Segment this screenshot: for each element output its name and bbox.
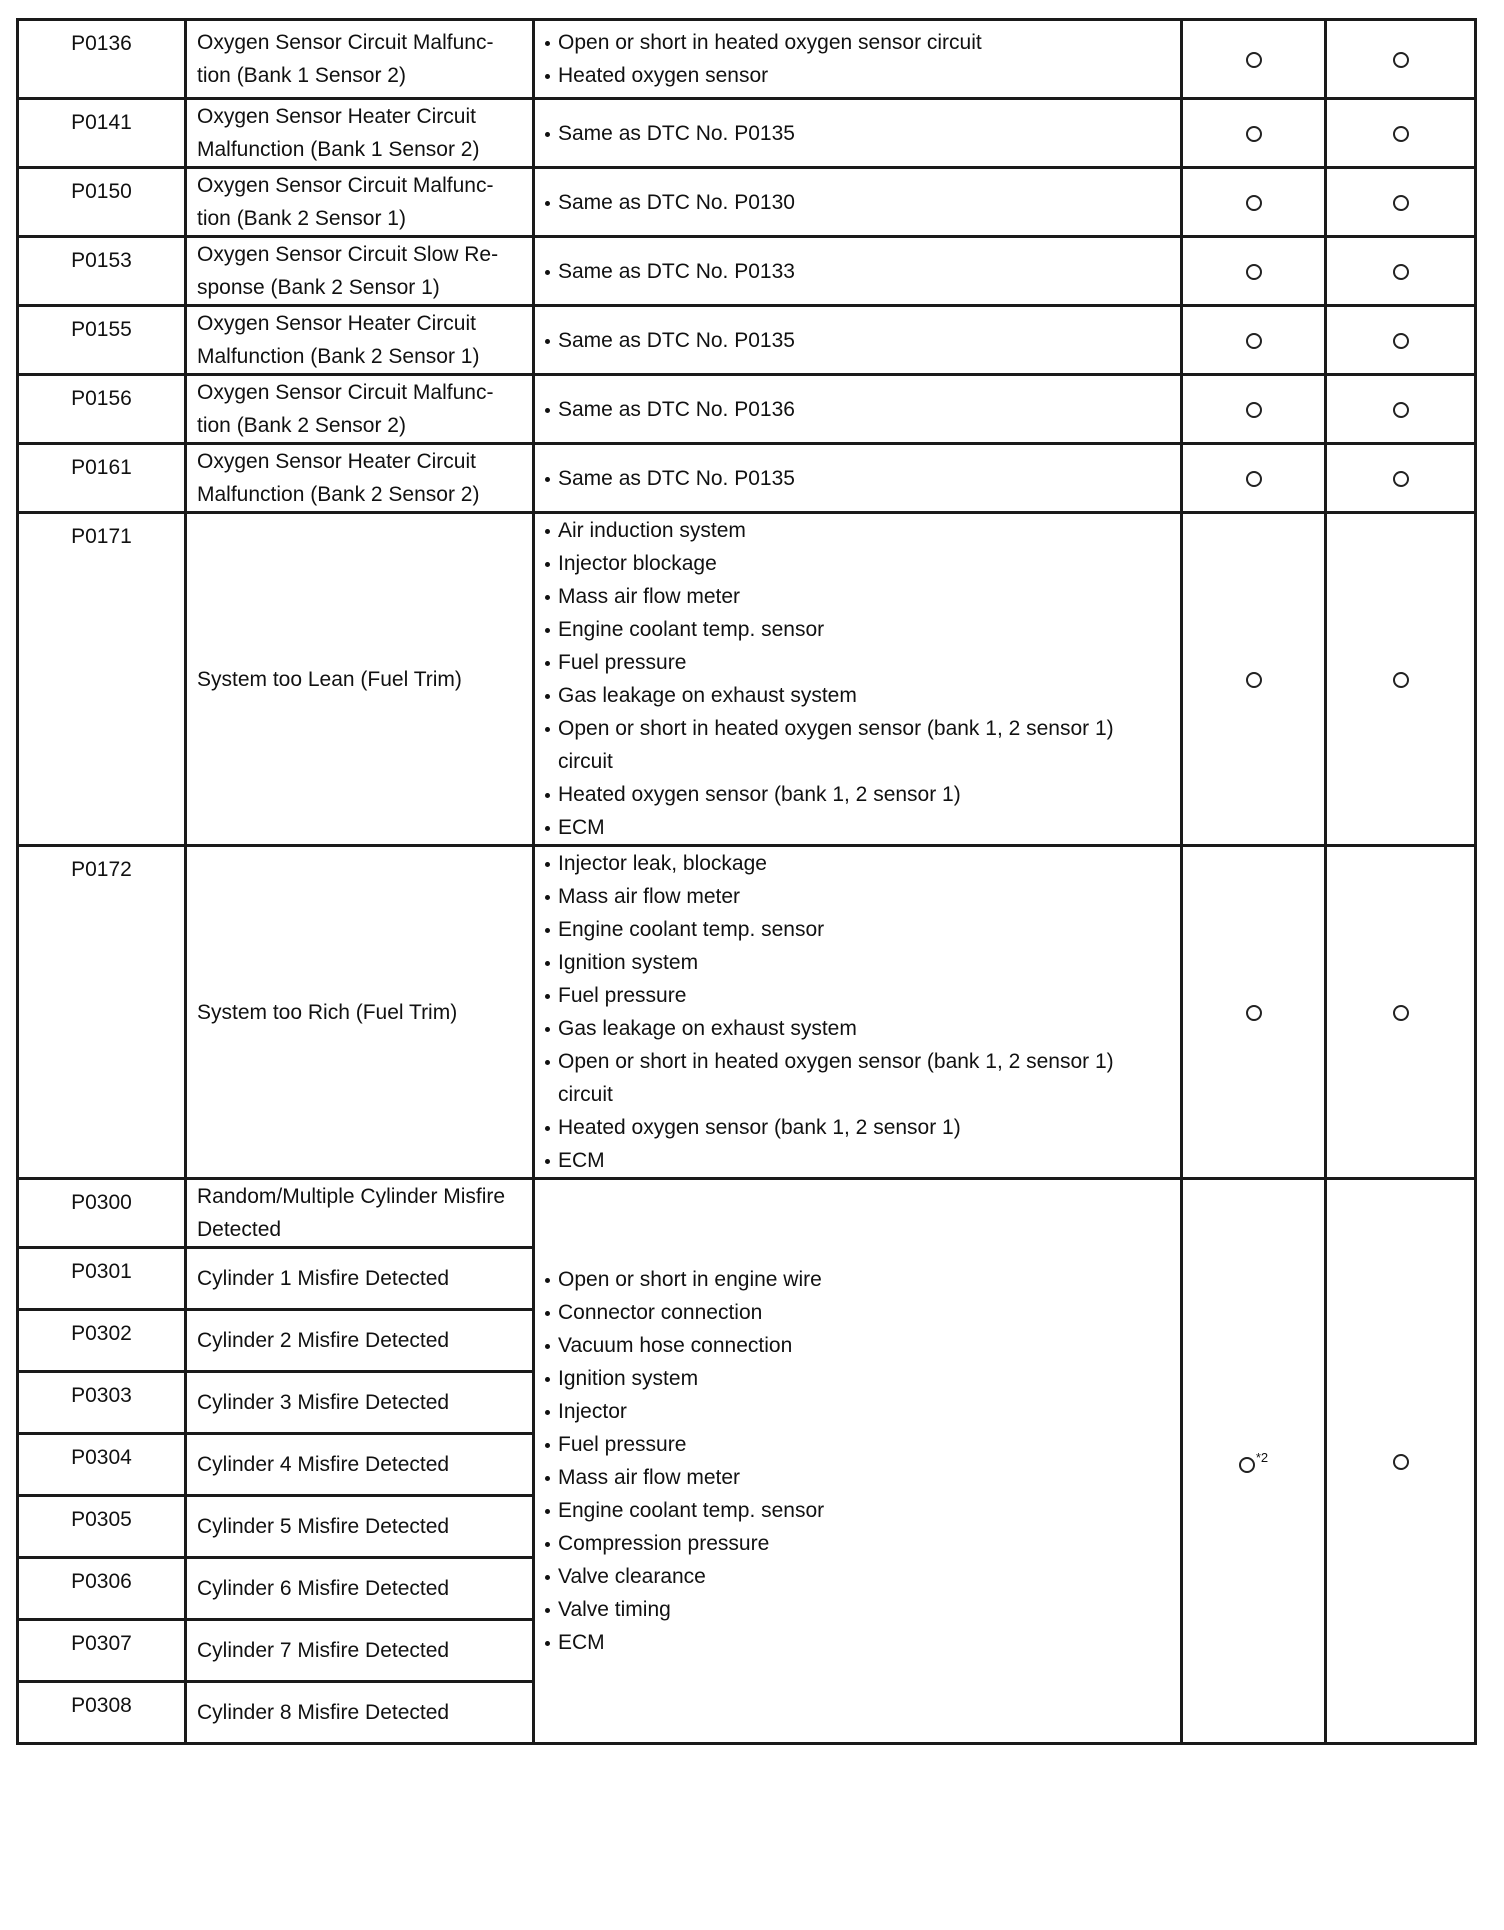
detection-item: Cylinder 7 Misfire Detected <box>186 1620 534 1682</box>
table-row <box>18 513 1476 846</box>
mil-cell <box>1182 846 1326 1179</box>
cause-item: Gas leakage on exhaust system <box>545 1012 1172 1045</box>
detection-item: Oxygen Sensor Circuit Malfunc- tion (Bank 2 Sensor 1) <box>186 168 534 237</box>
mil-note: *2 <box>1255 1450 1269 1465</box>
cause-list <box>545 26 1172 92</box>
cause-item: Mass air flow meter <box>545 1461 1172 1494</box>
circle-mark-icon <box>1393 471 1409 487</box>
dtc-code: P0141 <box>18 99 186 168</box>
detection-item: Oxygen Sensor Circuit Slow Re- sponse (Bank 2 Sensor 1) <box>186 237 534 306</box>
cause-item: Same as DTC No. P0135 <box>545 117 1172 150</box>
cause-list <box>545 514 1172 844</box>
detection-item: Oxygen Sensor Circuit Malfunc- tion (Bank 2 Sensor 2) <box>186 375 534 444</box>
circle-mark-icon <box>1393 402 1409 418</box>
memory-cell <box>1326 99 1476 168</box>
dtc-code: P0161 <box>18 444 186 513</box>
cause-item: Vacuum hose connection <box>545 1329 1172 1362</box>
dtc-code: P0306 <box>18 1558 186 1620</box>
mil-cell <box>1182 444 1326 513</box>
dtc-code: P0171 <box>18 513 186 846</box>
circle-mark-icon <box>1393 195 1409 211</box>
detection-item: Cylinder 2 Misfire Detected <box>186 1310 534 1372</box>
cause-item: Injector <box>545 1395 1172 1428</box>
detection-item: Cylinder 6 Misfire Detected <box>186 1558 534 1620</box>
cause-item: Engine coolant temp. sensor <box>545 1494 1172 1527</box>
cause-item: Valve timing <box>545 1593 1172 1626</box>
dtc-code: P0156 <box>18 375 186 444</box>
detection-item: Cylinder 3 Misfire Detected <box>186 1372 534 1434</box>
cause-item: Engine coolant temp. sensor <box>545 613 1172 646</box>
table-row <box>18 846 1476 1179</box>
trouble-area <box>534 306 1182 375</box>
memory-cell <box>1326 306 1476 375</box>
cause-list <box>545 462 1172 495</box>
memory-cell <box>1326 444 1476 513</box>
table-row <box>18 306 1476 375</box>
detection-item: Cylinder 8 Misfire Detected <box>186 1682 534 1744</box>
cause-item: Open or short in engine wire <box>545 1263 1172 1296</box>
cause-item: Open or short in heated oxygen sensor (bank 1, 2 sensor 1) circuit <box>545 1045 1172 1111</box>
detection-item: System too Lean (Fuel Trim) <box>186 513 534 846</box>
cause-item: Compression pressure <box>545 1527 1172 1560</box>
detection-item: Cylinder 1 Misfire Detected <box>186 1248 534 1310</box>
detection-item: Oxygen Sensor Heater Circuit Malfunction (Bank 2 Sensor 1) <box>186 306 534 375</box>
cause-item: Heated oxygen sensor (bank 1, 2 sensor 1) <box>545 778 1172 811</box>
dtc-code: P0307 <box>18 1620 186 1682</box>
cause-item: Fuel pressure <box>545 1428 1172 1461</box>
cause-item: Open or short in heated oxygen sensor circuit <box>545 26 1172 59</box>
mil-cell <box>1182 99 1326 168</box>
detection-item: System too Rich (Fuel Trim) <box>186 846 534 1179</box>
cause-item: Connector connection <box>545 1296 1172 1329</box>
detection-item: Cylinder 4 Misfire Detected <box>186 1434 534 1496</box>
circle-mark-icon <box>1246 471 1262 487</box>
cause-item: Gas leakage on exhaust system <box>545 679 1172 712</box>
cause-item: Fuel pressure <box>545 646 1172 679</box>
memory-cell <box>1326 375 1476 444</box>
memory-cell <box>1326 513 1476 846</box>
detection-item: Cylinder 5 Misfire Detected <box>186 1496 534 1558</box>
circle-mark-icon <box>1246 1005 1262 1021</box>
memory-cell <box>1326 237 1476 306</box>
cause-item: Mass air flow meter <box>545 880 1172 913</box>
mil-cell <box>1182 306 1326 375</box>
table-row <box>18 20 1476 99</box>
cause-list <box>545 847 1172 1177</box>
cause-item: Same as DTC No. P0133 <box>545 255 1172 288</box>
dtc-code: P0155 <box>18 306 186 375</box>
trouble-area <box>534 20 1182 99</box>
dtc-code: P0300 <box>18 1179 186 1248</box>
dtc-code: P0303 <box>18 1372 186 1434</box>
dtc-code: P0150 <box>18 168 186 237</box>
trouble-area <box>534 237 1182 306</box>
memory-cell <box>1326 1179 1476 1744</box>
cause-item: ECM <box>545 1144 1172 1177</box>
cause-item: Engine coolant temp. sensor <box>545 913 1172 946</box>
circle-mark-icon <box>1239 1457 1255 1473</box>
cause-item: Same as DTC No. P0130 <box>545 186 1172 219</box>
dtc-code: P0301 <box>18 1248 186 1310</box>
circle-mark-icon <box>1246 402 1262 418</box>
trouble-area <box>534 513 1182 846</box>
cause-list <box>545 324 1172 357</box>
cause-item: Valve clearance <box>545 1560 1172 1593</box>
cause-item: Injector leak, blockage <box>545 847 1172 880</box>
trouble-area <box>534 99 1182 168</box>
circle-mark-icon <box>1393 1005 1409 1021</box>
circle-mark-icon <box>1393 264 1409 280</box>
cause-item: Open or short in heated oxygen sensor (bank 1, 2 sensor 1) circuit <box>545 712 1172 778</box>
cause-item: Mass air flow meter <box>545 580 1172 613</box>
dtc-code: P0308 <box>18 1682 186 1744</box>
detection-item: Oxygen Sensor Heater Circuit Malfunction (Bank 1 Sensor 2) <box>186 99 534 168</box>
cause-item: Air induction system <box>545 514 1172 547</box>
trouble-area <box>534 168 1182 237</box>
cause-item: Ignition system <box>545 946 1172 979</box>
cause-item: Fuel pressure <box>545 979 1172 1012</box>
detection-item: Random/Multiple Cylinder Misfire Detected <box>186 1179 534 1248</box>
cause-item: Same as DTC No. P0135 <box>545 324 1172 357</box>
dtc-code: P0172 <box>18 846 186 1179</box>
dtc-table <box>16 18 1477 1745</box>
memory-cell <box>1326 168 1476 237</box>
cause-list <box>545 117 1172 150</box>
mil-cell <box>1182 1179 1326 1744</box>
dtc-code: P0302 <box>18 1310 186 1372</box>
table-row <box>18 99 1476 168</box>
cause-item: Same as DTC No. P0136 <box>545 393 1172 426</box>
mil-cell <box>1182 20 1326 99</box>
cause-item: Same as DTC No. P0135 <box>545 462 1172 495</box>
table-row <box>18 237 1476 306</box>
cause-list <box>545 186 1172 219</box>
detection-item: Oxygen Sensor Heater Circuit Malfunction (Bank 2 Sensor 2) <box>186 444 534 513</box>
circle-mark-icon <box>1246 195 1262 211</box>
trouble-area <box>534 1179 1182 1744</box>
circle-mark-icon <box>1246 264 1262 280</box>
circle-mark-icon <box>1246 672 1262 688</box>
cause-list <box>545 1263 1172 1659</box>
dtc-code: P0153 <box>18 237 186 306</box>
circle-mark-icon <box>1246 126 1262 142</box>
cause-item: ECM <box>545 811 1172 844</box>
mil-cell <box>1182 513 1326 846</box>
table-row <box>18 168 1476 237</box>
memory-cell <box>1326 20 1476 99</box>
circle-mark-icon <box>1393 52 1409 68</box>
cause-list <box>545 393 1172 426</box>
mil-cell <box>1182 375 1326 444</box>
dtc-code: P0305 <box>18 1496 186 1558</box>
mil-cell <box>1182 168 1326 237</box>
trouble-area <box>534 846 1182 1179</box>
cause-list <box>545 255 1172 288</box>
table-row <box>18 1179 1476 1248</box>
circle-mark-icon <box>1393 1454 1409 1470</box>
circle-mark-icon <box>1246 333 1262 349</box>
circle-mark-icon <box>1393 672 1409 688</box>
detection-item: Oxygen Sensor Circuit Malfunc- tion (Bank 1 Sensor 2) <box>186 20 534 99</box>
trouble-area <box>534 444 1182 513</box>
dtc-code: P0304 <box>18 1434 186 1496</box>
cause-item: Heated oxygen sensor (bank 1, 2 sensor 1) <box>545 1111 1172 1144</box>
circle-mark-icon <box>1393 333 1409 349</box>
memory-cell <box>1326 846 1476 1179</box>
cause-item: Ignition system <box>545 1362 1172 1395</box>
table-row <box>18 444 1476 513</box>
cause-item: Heated oxygen sensor <box>545 59 1172 92</box>
dtc-code: P0136 <box>18 20 186 99</box>
circle-mark-icon <box>1393 126 1409 142</box>
cause-item: ECM <box>545 1626 1172 1659</box>
table-row <box>18 375 1476 444</box>
mil-cell <box>1182 237 1326 306</box>
trouble-area <box>534 375 1182 444</box>
circle-mark-icon <box>1246 52 1262 68</box>
cause-item: Injector blockage <box>545 547 1172 580</box>
